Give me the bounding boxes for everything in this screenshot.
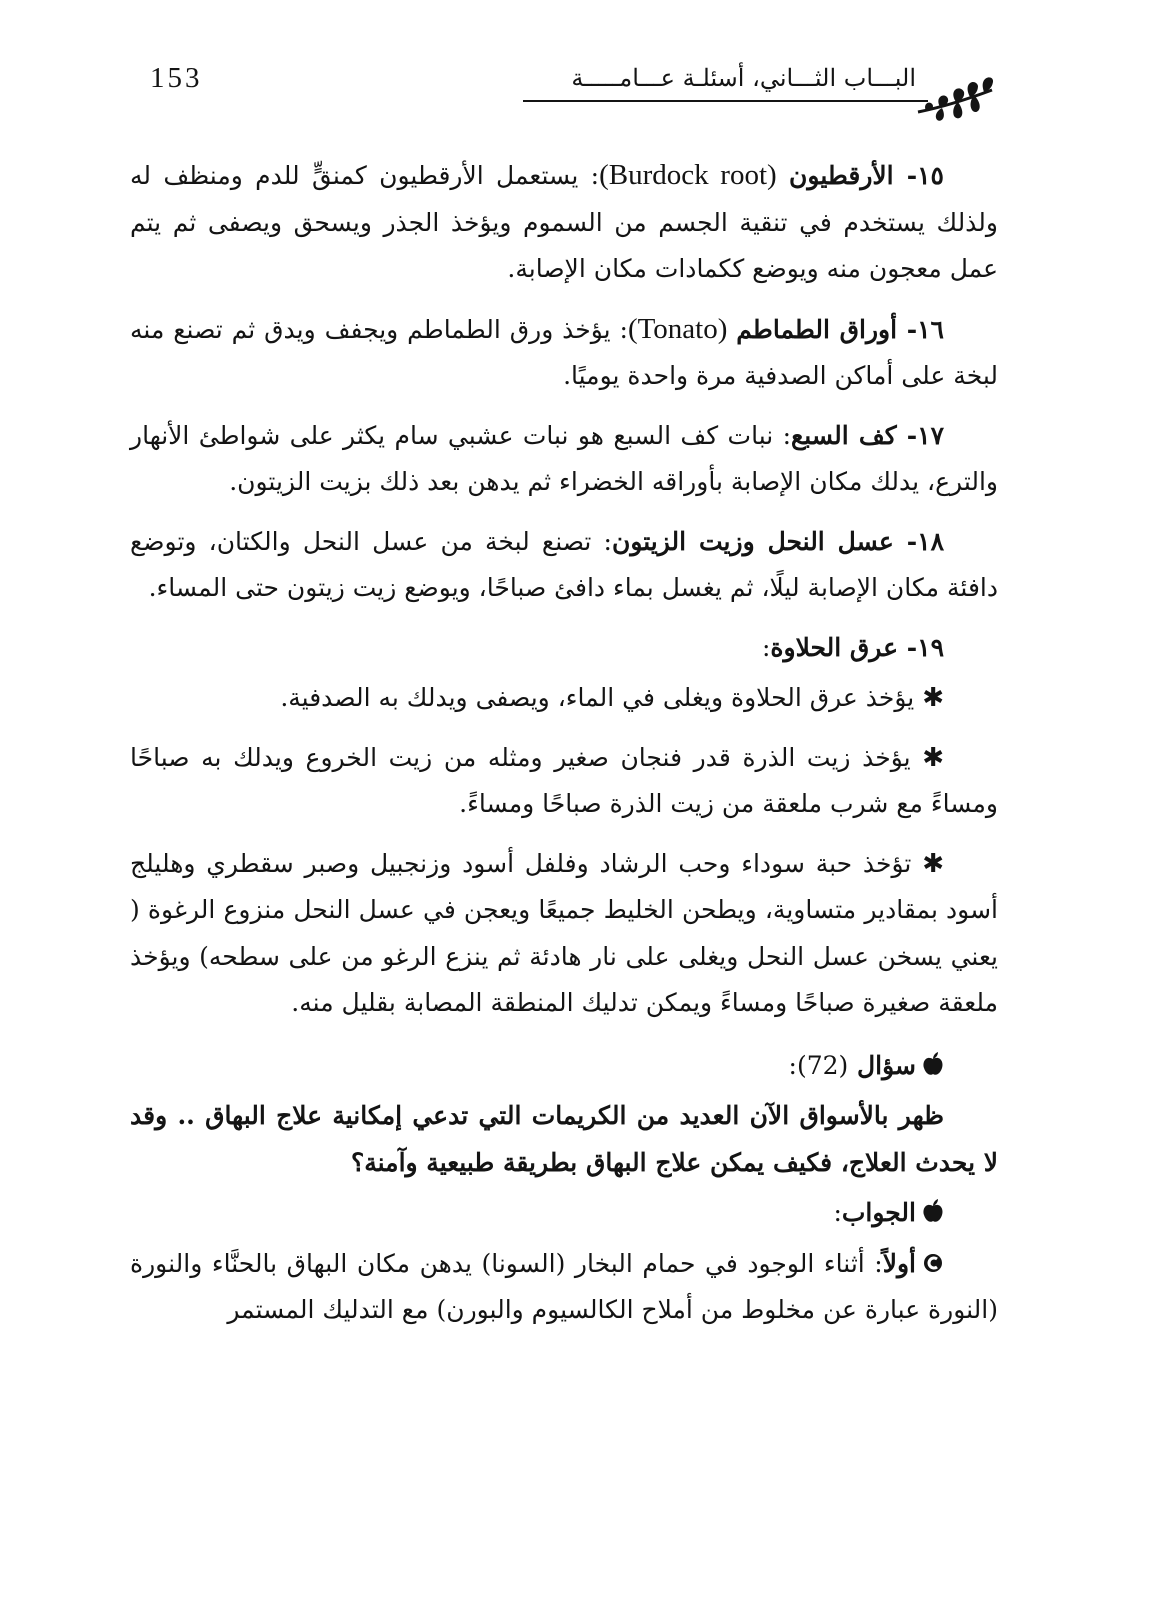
item-title: عرق الحلاوة — [770, 632, 899, 662]
leaf-branch-icon — [914, 72, 996, 134]
item-latin-name: (Tonato) — [627, 312, 728, 345]
item-title: أوراق الطماطم — [736, 314, 898, 344]
remedy-item-15 — [130, 152, 998, 293]
header-rule — [523, 100, 928, 102]
page-number: 153 — [150, 62, 203, 94]
first-label: أولاً — [882, 1248, 916, 1278]
bullet-text: تؤخذ حبة سوداء وحب الرشاد وفلفل أسود وزنجبيل وصبر سقطري وهليلج أسود بمقادير متساوية، ويطحن الخليط جميعًا ويعجن في عسل النحل منزوع الرغوة ( يعني يسخن عسل النحل ويغلى على نار هادئة ثم ينزع الرغو من على سطحه) ويؤخذ ملعقة صغيرة صباحًا ومساءً ويمكن تدليك المنطقة المصابة بقليل منه. — [130, 848, 998, 1017]
bullet-item — [130, 735, 998, 828]
item-text: : — [761, 632, 771, 662]
bullet-item — [130, 675, 998, 722]
item-title: عسل النحل وزيت الزيتون — [611, 526, 894, 556]
remedy-item-18 — [130, 519, 998, 612]
bullet-item — [130, 841, 998, 1027]
bullet-text: يؤخذ عرق الحلاوة ويغلى في الماء، ويصفى ويدلك به الصدفية. — [280, 683, 915, 712]
question-heading — [130, 1043, 998, 1090]
remedy-item-16 — [130, 306, 998, 400]
item-number: ١٦- — [906, 314, 944, 344]
remedy-item-17 — [130, 413, 998, 506]
item-text: : تصنع لبخة من عسل النحل والكتان، وتوضع دافئة مكان الإصابة ليلًا، ثم يغسل بماء دافئ صباحًا، ويوضع زيت زيتون حتى المساء. — [130, 526, 998, 602]
answer-heading — [130, 1190, 998, 1237]
apple-icon — [922, 1199, 944, 1223]
item-text: : يستعمل الأرقطيون كمنقٍّ للدم ومنظف له ولذلك يستخدم في تنقية الجسم من السموم ويؤخذ الجذر ويسحق ويصفى ثم يتم عمل معجون منه ويوضع ككمادات مكان الإصابة. — [130, 161, 998, 283]
question-text: ظهر بالأسواق الآن العديد من الكريمات التي تدعي إمكانية علاج البهاق .. وقد لا يحدث العلاج، فكيف يمكن علاج البهاق بطريقة طبيعية وآمنة؟ — [130, 1101, 998, 1177]
question-label: سؤال — [857, 1050, 916, 1080]
running-head: البـــاب الثـــاني، أسئلـة عـــامـــــة — [571, 64, 916, 92]
item-number: ١٨- — [906, 526, 944, 556]
apple-icon — [922, 1052, 944, 1076]
question-number: (72) — [796, 1050, 849, 1080]
answer-first-point — [130, 1241, 998, 1334]
item-number: ١٩- — [906, 632, 944, 662]
answer-suffix: : — [833, 1198, 842, 1227]
star-bullet-icon: ✱ — [922, 742, 944, 773]
star-bullet-icon: ✱ — [922, 848, 944, 879]
item-number: ١٧- — [906, 420, 944, 450]
item-title: كف السبع — [791, 420, 897, 450]
remedy-item-19 — [130, 625, 998, 672]
page-content — [130, 152, 998, 1347]
item-text: : يؤخذ ورق الطماطم ويجفف ويدق ثم تصنع منه لبخة على أماكن الصدفية مرة واحدة يوميًا. — [130, 314, 998, 390]
item-title: الأرقطيون — [789, 161, 894, 190]
first-text: : أثناء الوجود في حمام البخار (السونا) يدهن مكان البهاق بالحنَّاء والنورة (النورة عبارة عن مخلوط من أملاح الكالسيوم والبورن) مع التدليك المستمر — [130, 1248, 998, 1324]
bullet-text: يؤخذ زيت الذرة قدر فنجان صغير ومثله من زيت الخروع ويدلك به صباحًا ومساءً مع شرب ملعقة من زيت الذرة صباحًا ومساءً. — [130, 742, 998, 818]
star-bullet-icon: ✱ — [922, 683, 944, 713]
c-bullet-icon — [922, 1252, 944, 1274]
answer-label: الجواب — [841, 1198, 916, 1227]
item-text: : نبات كف السبع هو نبات عشبي سام يكثر على شواطئ الأنهار والترع، يدلك مكان الإصابة بأوراقه الخضراء ثم يدهن بعد ذلك بزيت الزيتون. — [130, 420, 998, 496]
item-latin-name: (Burdock root) — [599, 159, 777, 191]
question-suffix: : — [788, 1050, 797, 1080]
item-number: ١٥- — [906, 161, 944, 190]
page-header — [0, 58, 1152, 138]
